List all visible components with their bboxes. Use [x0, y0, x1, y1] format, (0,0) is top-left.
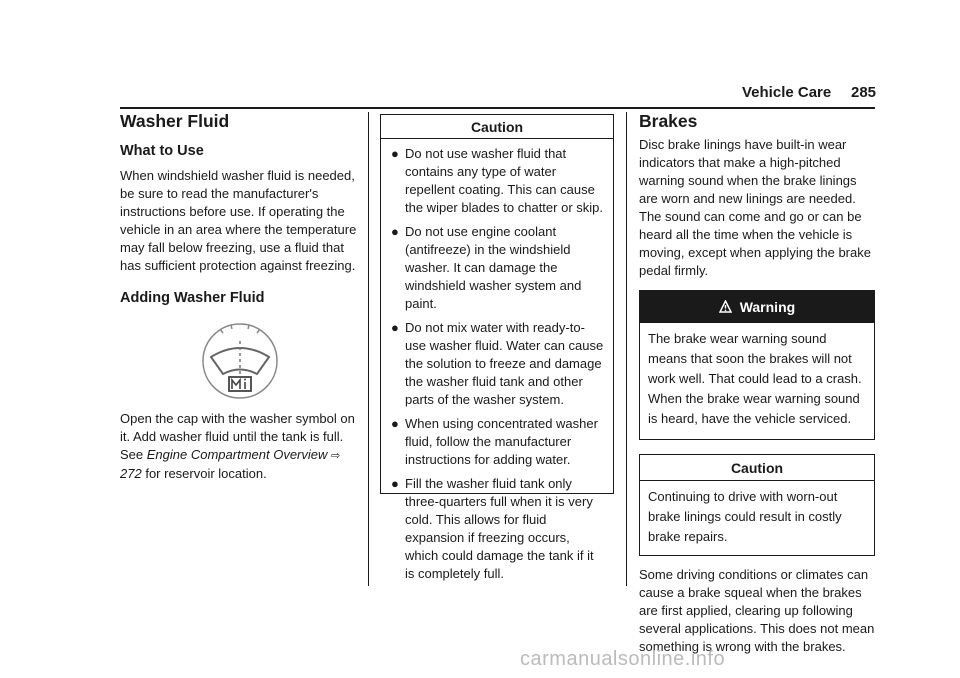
caution-list — [381, 139, 613, 583]
washer-caution-box — [380, 114, 614, 581]
what-to-use-text: When windshield washer fluid is needed, be sure to read the manufacturer's instructions before use. If operating the vehicle in an area where the temperature may fall below freezing, use a fluid that has sufficient protection against freezing. — [120, 168, 357, 273]
bullet-icon: ● — [391, 224, 399, 239]
adding-text-2: for reservoir location. — [145, 466, 267, 481]
brakes-title: Brakes — [639, 111, 698, 131]
adding-washer-fluid-text — [120, 410, 358, 483]
column-divider-left — [368, 112, 369, 586]
column-divider-right — [626, 112, 627, 586]
xref-arrow-icon: ⇨ — [331, 450, 341, 462]
caution-item: ● Fill the washer fluid tank only three-quarters full when it is very cold. This allows for fluid expansion if freezing occurs, which could damage the tank if it is completely full. — [391, 476, 594, 581]
caution-item: ● Do not mix water with ready-to-use washer fluid. Water can cause the solution to freeze and damage the washer fluid tank and other parts of the washer system. — [391, 320, 604, 407]
adding-washer-fluid-heading: Adding Washer Fluid — [120, 290, 265, 306]
brake-warning-box — [639, 290, 875, 440]
bullet-icon: ● — [391, 146, 399, 161]
adding-text-1: Open the cap with the washer symbol on it. Add washer fluid until the tank is full. See — [120, 411, 355, 462]
warning-title: Warning — [739, 299, 796, 315]
xref-page-link[interactable]: 272 — [120, 466, 142, 481]
bullet-icon: ● — [391, 320, 399, 335]
engine-compartment-link[interactable]: Engine Compartment Overview — [146, 447, 328, 462]
caution-item: ● Do not use engine coolant (antifreeze) in the windshield washer. It can damage the windshield washer system and paint. — [391, 224, 582, 311]
left-column — [120, 112, 358, 483]
caution-title: Caution — [470, 119, 524, 135]
bullet-icon: ● — [391, 476, 399, 491]
caution-item: ● When using concentrated washer fluid, follow the manufacturer instructions for adding water. — [391, 416, 598, 467]
bullet-icon: ● — [391, 416, 399, 431]
right-column — [639, 112, 875, 656]
brakes-intro-text: Disc brake linings have built-in wear indicators that make a high-pitched warning sound when the brake linings are worn and new linings are needed. The sound can come and go or can be heard all the time when the vehicle is moving, except when applying the brake pedal firmly. — [639, 137, 871, 278]
washer-fluid-title: Washer Fluid — [120, 111, 230, 131]
warning-triangle-icon — [719, 292, 732, 324]
brake-caution-box — [639, 454, 875, 556]
warning-text: The brake wear warning sound means that soon the brakes will not work well. That could lead to a crash. When the brake wear warning sound is heard, have the vehicle serviced. — [648, 331, 862, 426]
brakes-closing-text: Some driving conditions or climates can cause a brake squeal when the brakes are first applied, clearing up following several applications. This does not mean something is wrong with the brakes. — [639, 567, 875, 654]
caution-item: ● Do not use washer fluid that contains any type of water repellent coating. This can cause the wiper blades to chatter or skip. — [391, 146, 603, 215]
warning-header — [640, 291, 874, 323]
brake-caution-title: Caution — [730, 460, 784, 476]
what-to-use-heading: What to Use — [120, 143, 204, 159]
watermark: carmanualsonline.info — [520, 648, 726, 670]
washer-symbol-icon — [197, 319, 283, 399]
brake-caution-text: Continuing to drive with worn-out brake linings could result in costly brake repairs. — [648, 489, 842, 544]
header-rule — [120, 107, 875, 109]
page-number: 285 — [851, 84, 877, 101]
section-title: Vehicle Care — [742, 84, 832, 101]
